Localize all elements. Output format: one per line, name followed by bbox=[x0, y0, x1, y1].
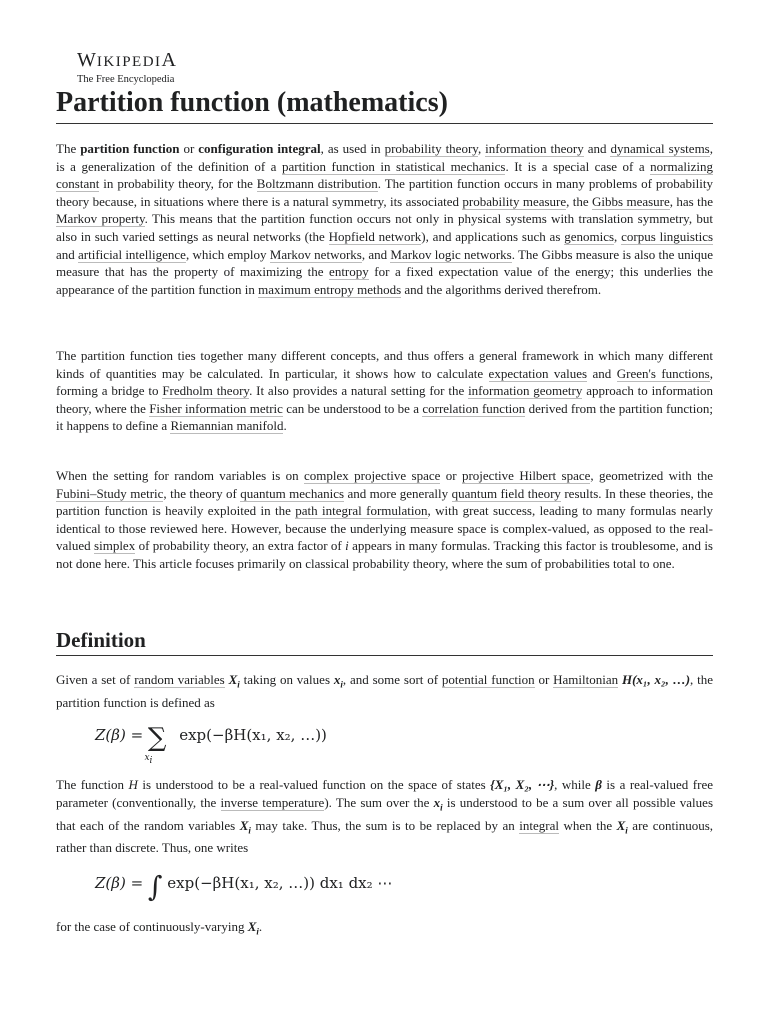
definition-paragraph-3: for the case of continuously-varying $X_i$. bbox=[56, 919, 263, 937]
link-expectation-values[interactable]: expectation values bbox=[488, 365, 588, 381]
link-information-theory[interactable]: information theory bbox=[485, 141, 584, 156]
link-corpus-linguistics[interactable]: corpus linguistics bbox=[621, 228, 714, 244]
formula-integral: Z(β) = ∫ exp(−βH(x₁, x₂, …)) dx₁ dx₂ ⋯ bbox=[95, 870, 393, 903]
term-configuration-integral: configuration integral bbox=[198, 141, 321, 156]
link-hamiltonian[interactable]: Hamiltonian bbox=[553, 672, 619, 687]
link-complex-projective-space[interactable]: complex projective space bbox=[304, 468, 441, 483]
wikipedia-logo[interactable] bbox=[77, 50, 177, 86]
link-riemannian-manifold[interactable]: Riemannian manifold bbox=[170, 418, 284, 434]
link-fredholm-theory[interactable]: Fredholm theory bbox=[162, 383, 250, 399]
link-projective-hilbert-space[interactable]: projective Hilbert space bbox=[461, 468, 591, 483]
link-boltzmann-distribution[interactable]: Boltzmann distribution bbox=[256, 176, 378, 192]
page-title: Partition function (mathematics) bbox=[56, 86, 713, 124]
link-correlation-function[interactable]: correlation function bbox=[422, 400, 526, 416]
link-quantum-mechanics[interactable]: quantum mechanics bbox=[240, 485, 345, 501]
link-information-geometry[interactable]: information geometry bbox=[468, 383, 583, 399]
math-hamiltonian: H(x₁, x₂, …) bbox=[621, 672, 691, 687]
link-markov-property[interactable]: Markov property bbox=[56, 211, 145, 227]
link-markov-logic-networks[interactable]: Markov logic networks bbox=[390, 246, 512, 262]
link-random-variables[interactable]: random variables bbox=[134, 672, 225, 687]
link-quantum-field-theory[interactable]: quantum field theory bbox=[451, 485, 561, 501]
paragraph-3: When the setting for random variables is on complex projective space or projective Hilbert space, geometrized with the Fubini–Study metric, the theory of quantum mechanics and more generally quantum field theory results. In these theories, the partition function is heavily exploited in the path integral formulation, with great success, leading to many formulas nearly identical to those reviewed here. However, because the underlying measure space is complex-valued, as opposed to the real-valued simplex of probability theory, an extra factor of i appears in many formulas. Tracking this factor is troublesome, and is not done here. This article focuses primarily on classical probability theory, where the sum of probabilities total to one. bbox=[56, 468, 714, 571]
link-normalizing-constant[interactable]: normalizing constant bbox=[56, 158, 713, 192]
link-markov-networks[interactable]: Markov networks bbox=[269, 246, 362, 262]
link-fisher-information-metric[interactable]: Fisher information metric bbox=[149, 400, 283, 416]
logo-tagline: The Free Encyclopedia bbox=[77, 74, 175, 85]
definition-paragraph-2: The function H is understood to be a real-valued function on the space of states {X₁, X₂, ⋯}, while β is a real-valued free parameter (conventionally, the inverse temperature). The sum over the $x_i$ is understood to be a sum over all possible values that each of the random variables $X_i$ may take. Thus, the sum is to be replaced by an integral when the $X_i$ are continuous, rather than discrete. Thus, one writes bbox=[56, 777, 713, 856]
math-state-set: {X₁, X₂, ⋯} bbox=[490, 777, 555, 792]
link-probability-measure[interactable]: probability measure bbox=[462, 193, 567, 209]
section-heading-definition: Definition bbox=[56, 626, 713, 656]
link-dynamical-systems[interactable]: dynamical systems bbox=[610, 141, 710, 156]
link-simplex[interactable]: simplex bbox=[94, 538, 136, 554]
link-fubini-study-metric[interactable]: Fubini–Study metric bbox=[56, 485, 164, 501]
link-maximum-entropy-methods[interactable]: maximum entropy methods bbox=[258, 281, 402, 297]
link-hopfield-network[interactable]: Hopfield network bbox=[328, 228, 422, 244]
link-path-integral-formulation[interactable]: path integral formulation bbox=[295, 503, 428, 519]
link-inverse-temperature[interactable]: inverse temperature bbox=[220, 795, 325, 810]
term-partition-function: partition function bbox=[80, 141, 180, 156]
math-Xi: $X_i$ bbox=[228, 672, 240, 690]
link-probability-theory[interactable]: probability theory bbox=[384, 141, 478, 156]
link-potential-function[interactable]: potential function bbox=[441, 672, 535, 687]
link-genomics[interactable]: genomics bbox=[564, 228, 615, 244]
link-partition-function-stat-mech[interactable]: partition function in statistical mechanics bbox=[281, 158, 506, 174]
link-entropy[interactable]: entropy bbox=[329, 264, 369, 280]
logo-wordmark: WIKIPEDIA bbox=[77, 49, 177, 71]
definition-paragraph-1: Given a set of random variables $X_i$ taking on values $x_i$, and some sort of potential function or Hamiltonian H(x₁, x₂, …), the partition function is defined as bbox=[56, 672, 714, 710]
link-gibbs-measure[interactable]: Gibbs measure bbox=[592, 193, 670, 209]
link-integral[interactable]: integral bbox=[519, 817, 560, 833]
paragraph-2: The partition function ties together many different concepts, and thus offers a general framework in which many different kinds of quantities may be calculated. In particular, it shows how to calculate expectation values and Green's functions, forming a bridge to Fredholm theory. It also provides a natural setting for the information geometry approach to information theory, where the Fisher information metric can be understood to be a correlation function derived from the partition function; it happens to define a Riemannian manifold. bbox=[56, 348, 714, 434]
intro-paragraph: The partition function or configuration integral, as used in probability theory, information theory and dynamical systems, is a generalization of the definition of a partition function in statistical mechanics. It is a special case of a normalizing constant in probability theory, for the Boltzmann distribution. The partition function occurs in many problems of probability theory because, in situations where there is a natural symmetry, its associated probability measure, the Gibbs measure, has the Markov property. This means that the partition function occurs not only in physical systems with translation symmetry, but also in such varied settings as neural networks (the Hopfield network), and applications such as genomics, corpus linguistics and artificial intelligence, which employ Markov networks, and Markov logic networks. The Gibbs measure is also the unique measure that has the property of maximizing the entropy for a fixed expectation value of the energy; this underlies the appearance of the partition function in maximum entropy methods and the algorithms derived therefrom. bbox=[56, 141, 714, 297]
link-artificial-intelligence[interactable]: artificial intelligence bbox=[78, 246, 186, 262]
link-greens-functions[interactable]: Green's functions bbox=[616, 365, 710, 381]
formula-sum: $Z(\beta) = \sum_{x_i}$ exp(−βH(x₁, x₂, …)) bbox=[95, 723, 327, 766]
